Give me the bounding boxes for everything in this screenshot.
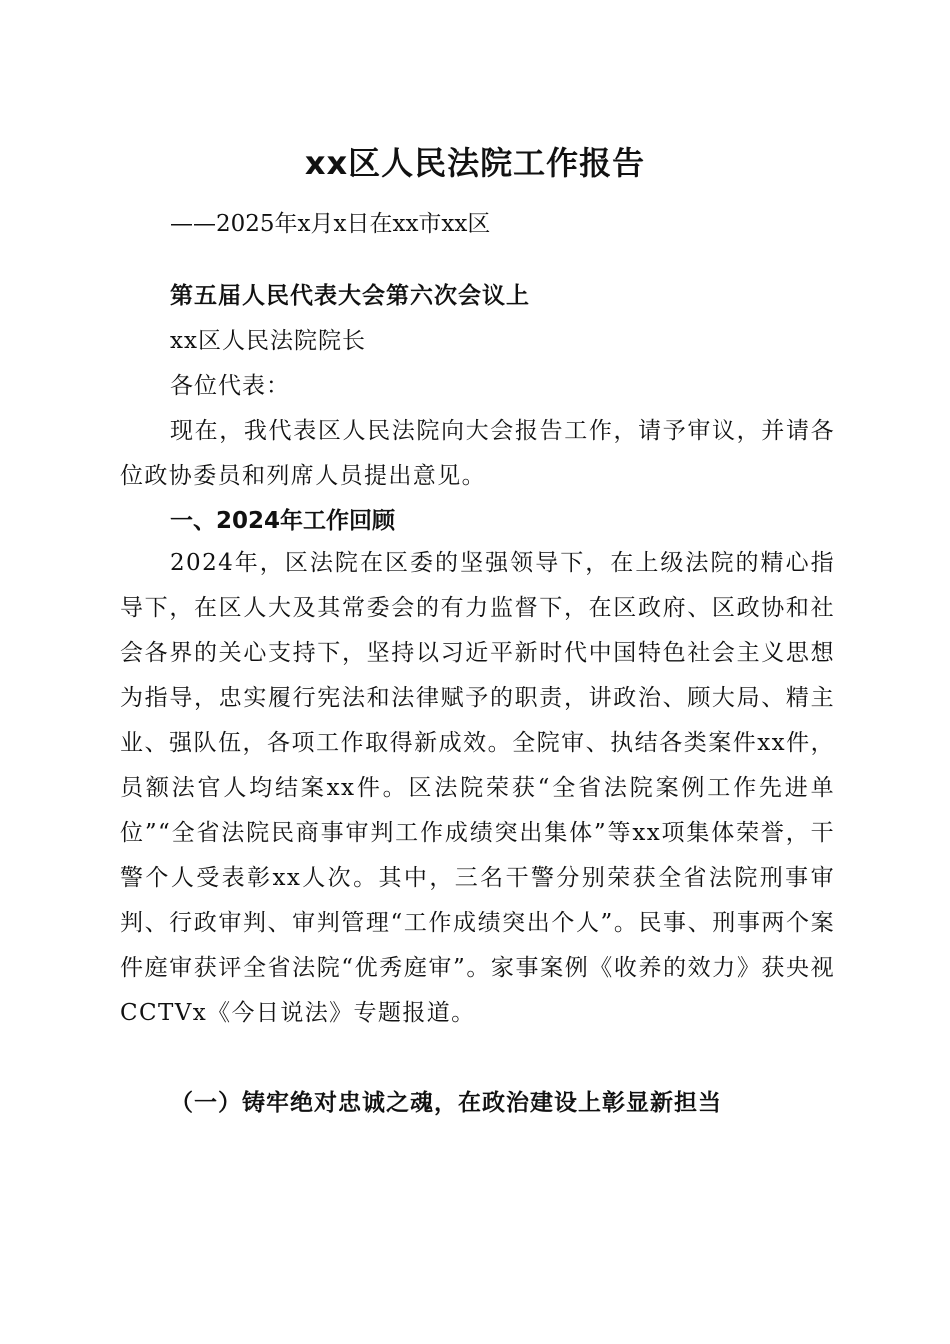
subsection-heading-1: （一）铸牢绝对忠诚之魂，在政治建设上彰显新担当: [170, 1089, 722, 1116]
salutation: 各位代表：: [170, 373, 290, 399]
subtitle-meeting: 第五届人民代表大会第六次会议上: [170, 282, 530, 309]
author-line: xx区人民法院院长: [170, 328, 366, 354]
section-heading-1: 一、2024年工作回顾: [170, 508, 396, 534]
document-title: xx区人民法院工作报告: [304, 144, 646, 182]
intro-paragraph: 现在，我代表区人民法院向大会报告工作，请予审议，并请各位政协委员和列席人员提出意见。: [120, 418, 835, 489]
subtitle-date-location: ——2025年x月x日在xx市xx区: [170, 211, 491, 237]
section-1-paragraph: 2024年，区法院在区委的坚强领导下，在上级法院的精心指导下，在区人大及其常委会的有力监督下，在区政府、区政协和社会各界的关心支持下，坚持以习近平新时代中国特色社会主义思想为指导，忠实履行宪法和法律赋予的职责，讲政治、顾大局、精主业、强队伍，各项工作取得新成效。全院审、执结各类案件xx件，员额法官人均结案xx件。区法院荣获“全省法院案例工作先进单位”“全省法院民商事审判工作成绩突出集体”等xx项集体荣誉，干警个人受表彰xx人次。其中，三名干警分别荣获全省法院刑事审判、行政审判、审判管理“工作成绩突出个人”。民事、刑事两个案件庭审获评全省法院“优秀庭审”。家事案例《收养的效力》获央视CCTVx《今日说法》专题报道。: [120, 550, 835, 1026]
